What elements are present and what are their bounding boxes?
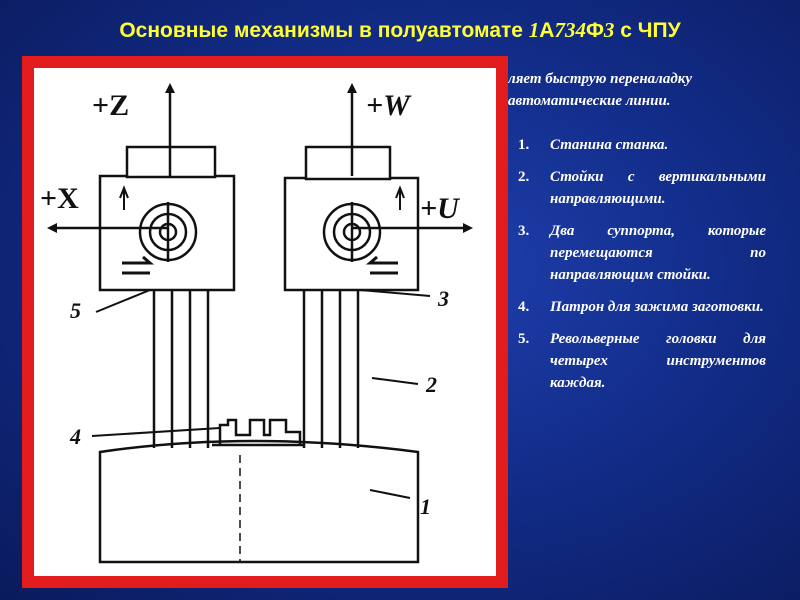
list-item-number: 3. xyxy=(518,223,530,239)
axis-u-label: +U xyxy=(420,192,459,225)
label-2: 2 xyxy=(426,372,437,397)
list-item-text: Патрон для зажима заготовки. xyxy=(550,299,764,315)
axis-x-label: +X xyxy=(40,182,79,215)
list-item-number: 2. xyxy=(518,169,530,185)
leader-4 xyxy=(92,428,220,436)
machine-diagram-svg xyxy=(34,68,496,576)
axis-w-label: +W xyxy=(366,89,410,122)
bed-outline xyxy=(100,441,418,562)
title-model-d: Ф xyxy=(585,19,604,42)
leader-5 xyxy=(96,290,150,312)
list-item-text: Револьверные головки для четырех инструментов каждая. xyxy=(550,331,766,391)
list-item-number: 4. xyxy=(518,299,530,315)
slide-title xyxy=(0,18,800,43)
intro-line-1: ляет быструю переналадку xyxy=(508,71,693,87)
machine-diagram xyxy=(34,68,496,576)
right-top-block xyxy=(306,147,390,179)
list-item-number: 5. xyxy=(518,331,530,347)
list-item xyxy=(518,166,766,210)
list-item xyxy=(518,328,766,394)
list-item-text: Стойки с вертикальными направляющими. xyxy=(550,169,766,207)
label-5: 5 xyxy=(70,298,81,323)
title-model-b: А xyxy=(539,19,555,42)
title-model-a: 1 xyxy=(528,18,540,42)
intro-text xyxy=(508,68,770,112)
mechanism-list xyxy=(518,134,766,404)
list-item xyxy=(518,134,766,156)
label-1: 1 xyxy=(420,494,431,519)
title-model-c: 734 xyxy=(554,18,586,42)
list-item-text: Станина станка. xyxy=(550,137,669,153)
title-part2: с ЧПУ xyxy=(614,19,681,42)
label-4: 4 xyxy=(70,424,81,449)
list-item-number: 1. xyxy=(518,137,530,153)
title-model-e: 3 xyxy=(603,18,615,42)
axis-z-label: +Z xyxy=(92,89,130,122)
leader-2 xyxy=(372,378,418,384)
list-item xyxy=(518,296,766,318)
title-part1: Основные механизмы в полуавтомате xyxy=(119,19,529,42)
label-3: 3 xyxy=(438,286,449,311)
list-item xyxy=(518,220,766,286)
intro-line-2: автоматические линии. xyxy=(508,93,671,109)
list-item-text: Два суппорта, которые перемещаются по направляющим стойки. xyxy=(550,223,766,283)
